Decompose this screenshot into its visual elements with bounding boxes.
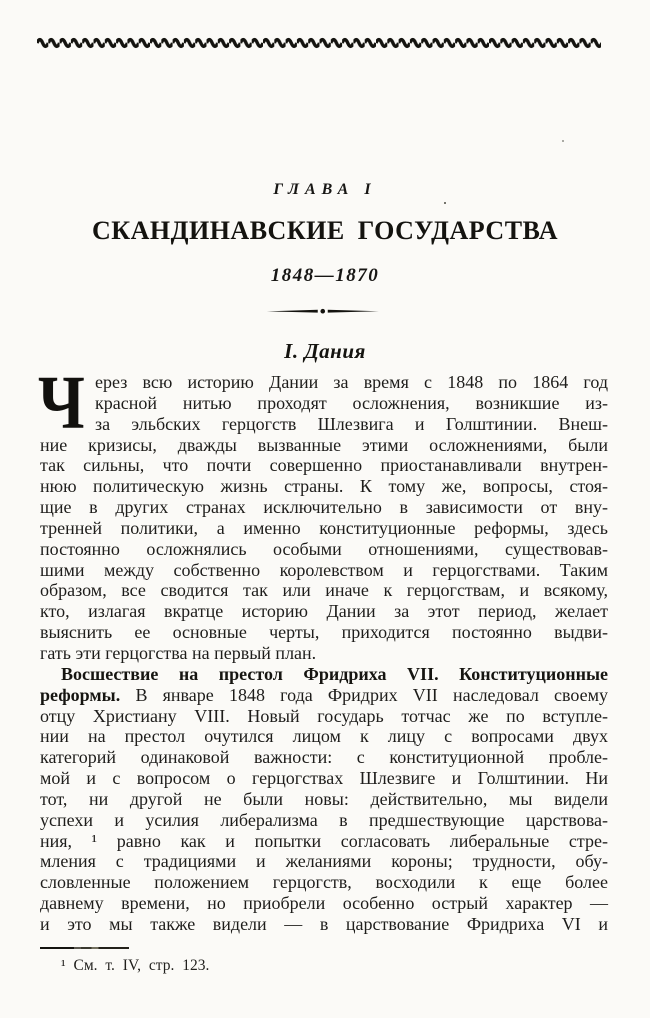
text-line: тот, ни другой не были новы: действительно, мы видели [40,788,608,809]
text-line: щие в других странах исключительно в зависимости от вну- [40,497,608,518]
chapter-years: 1848—1870 [270,265,380,286]
text-line: успехи и усилия либерализма в предшествующие царствова- [40,809,608,830]
text-line: мой и с вопросом о герцогствах Шлезвиге и Голштинии. Ни [40,768,608,789]
text-line: давнему времени, но приобрели особенно острый характер — [40,893,608,914]
text-line: гать эти герцогства на первый план. [40,642,317,663]
text-line: ерез всю историю Дании за время с 1848 по 1864 год [95,372,608,392]
text-run: В январе 1848 года Фридрих VII наследовал своему [135,684,609,705]
text-line: ние кризисы, дважды вызванные этими осложнениями, были [40,434,608,455]
text-line: категорий одинаковой важности: с конституционной пробле- [40,747,608,768]
run-in-heading: Восшествие на престол Фридриха VII. Конституционные [61,663,608,684]
text-line: нюю политическую жизнь страны. К тому же, вопросы, стоя- [40,476,608,497]
text-line [40,664,608,685]
text-line: тренней политики, а именно конституционные реформы, здесь [40,517,608,538]
text-line [40,685,608,706]
ink-speck-artifact [444,202,446,204]
text-line: выяснить ее основные черты, приходится постоянно выдви- [40,622,608,643]
text-line: кто, излагая вкратце историю Дании за этот период, желает [40,601,608,622]
text-line: словленные положением герцогств, восходили к еще более [40,872,608,893]
paragraph-2 [40,664,608,935]
text-line: за эльбских герцогств Шлезвига и Голштинии. Внеш- [95,413,608,434]
text-line: образом, все сводится так или иначе к герцогствам, и всякому, [40,580,608,601]
text-line: ния, ¹ равно как и попытки согласовать либеральные стре- [40,830,608,851]
text-line: отцу Христиану VIII. Новый государь тотчас же по вступле- [40,705,608,726]
divider-ornament [267,307,379,315]
chapter-title: СКАНДИНАВСКИЕ ГОСУДАРСТВА [91,216,559,245]
text-line: так сильны, что почти совершенно приостанавливали внутрен- [40,455,608,476]
section-heading: I. Дания [284,339,366,363]
ink-speck-artifact [562,140,564,142]
text-line: мления с традициями и желаниями короны; трудности, обу- [40,851,608,872]
text-line: и это мы также видели — в царствование Фридриха VI и [40,913,608,934]
footnote-separator [40,947,129,949]
text-line: нии на престол очутился лицом к лицу с вопросами двух [40,726,608,747]
text-line: шими между собственно королевством и герцогствами. Таким [40,559,608,580]
text-line: постоянно осложнялись особыми отношениями, существовав- [40,538,608,559]
wavy-border-ornament [37,36,601,50]
chapter-label: ГЛАВА I [273,181,377,198]
paragraph-1 [38,361,608,664]
footnote: ¹ См. т. IV, стр. 123. [61,957,210,974]
text-line: красной нитью проходят осложнения, возникшие из- [95,392,608,413]
dropcap-letter: Ч [38,361,85,445]
run-in-heading: реформы. [40,684,121,705]
body-text [38,361,609,935]
wavy-line [37,36,601,50]
